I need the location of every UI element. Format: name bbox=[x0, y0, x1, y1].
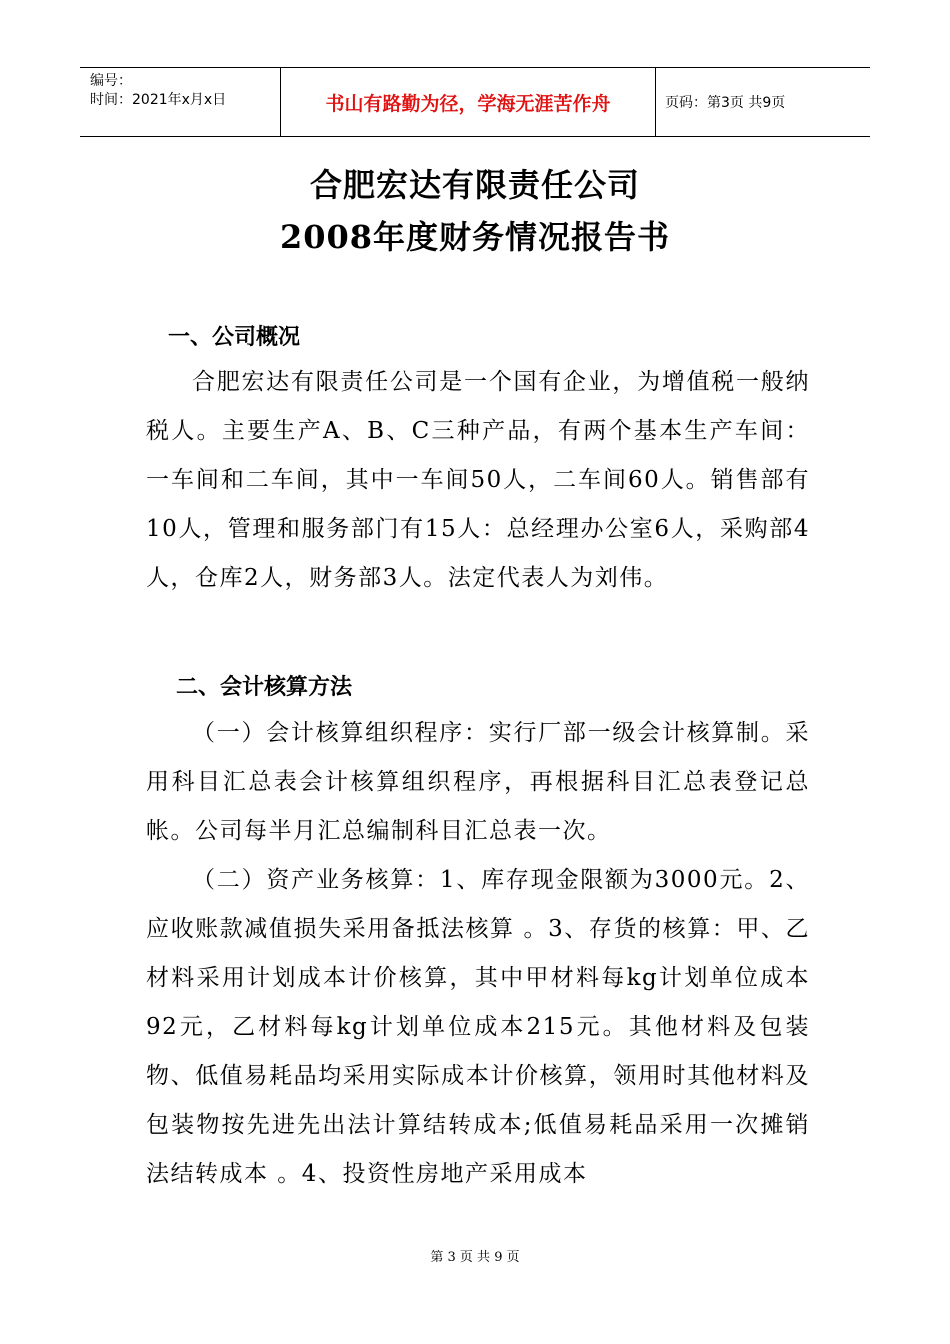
document-title-line1: 合肥宏达有限责任公司 bbox=[309, 166, 640, 204]
header-meta bbox=[80, 68, 280, 136]
header-motto: 书山有路勤为径，学海无涯苦作舟 bbox=[280, 68, 656, 136]
asset-accounting-paragraph: （二）资产业务核算：1、库存现金限额为3000元。2、应收账款减值损失采用备抵法核算 。3、存货的核算：甲、乙材料采用计划成本计价核算，其中甲材料每kg计划单位成本92元，乙材料每kg计划单位成本215元。其他材料及包装物、低值易耗品均采用实际成本计价核算，领用时其他材料及包装物按先进先出法计算结转成本;低值易耗品采用一次摊销法结转成本 。4、投资性房地产采用成本 bbox=[146, 867, 810, 1187]
number-label: 编号： bbox=[90, 73, 132, 89]
document-header bbox=[80, 67, 870, 137]
time-label: 时间：2021年x月x日 bbox=[90, 92, 227, 108]
page-footer: 第 3 页 共 9 页 bbox=[430, 1250, 520, 1265]
header-page-info: 页码：第3页 共9页 bbox=[665, 95, 786, 111]
overview-paragraph: 合肥宏达有限责任公司是一个国有企业，为增值税一般纳税人。主要生产A、B、C三种产品，有两个基本生产车间：一车间和二车间，其中一车间50人，二车间60人。销售部有10人，管理和服务部门有15人：总经理办公室6人，采购部4人，仓库2人，财务部3人。法定代表人为刘伟。 bbox=[146, 369, 810, 591]
section-heading-overview: 一、公司概况 bbox=[168, 325, 301, 350]
section-heading-accounting-methods: 二、会计核算方法 bbox=[176, 675, 353, 700]
document-title-line2: 2008年度财务情况报告书 bbox=[279, 218, 671, 256]
accounting-procedure-paragraph: （一）会计核算组织程序：实行厂部一级会计核算制。采用科目汇总表会计核算组织程序，再根据科目汇总表登记总帐。公司每半月汇总编制科目汇总表一次。 bbox=[146, 720, 810, 844]
